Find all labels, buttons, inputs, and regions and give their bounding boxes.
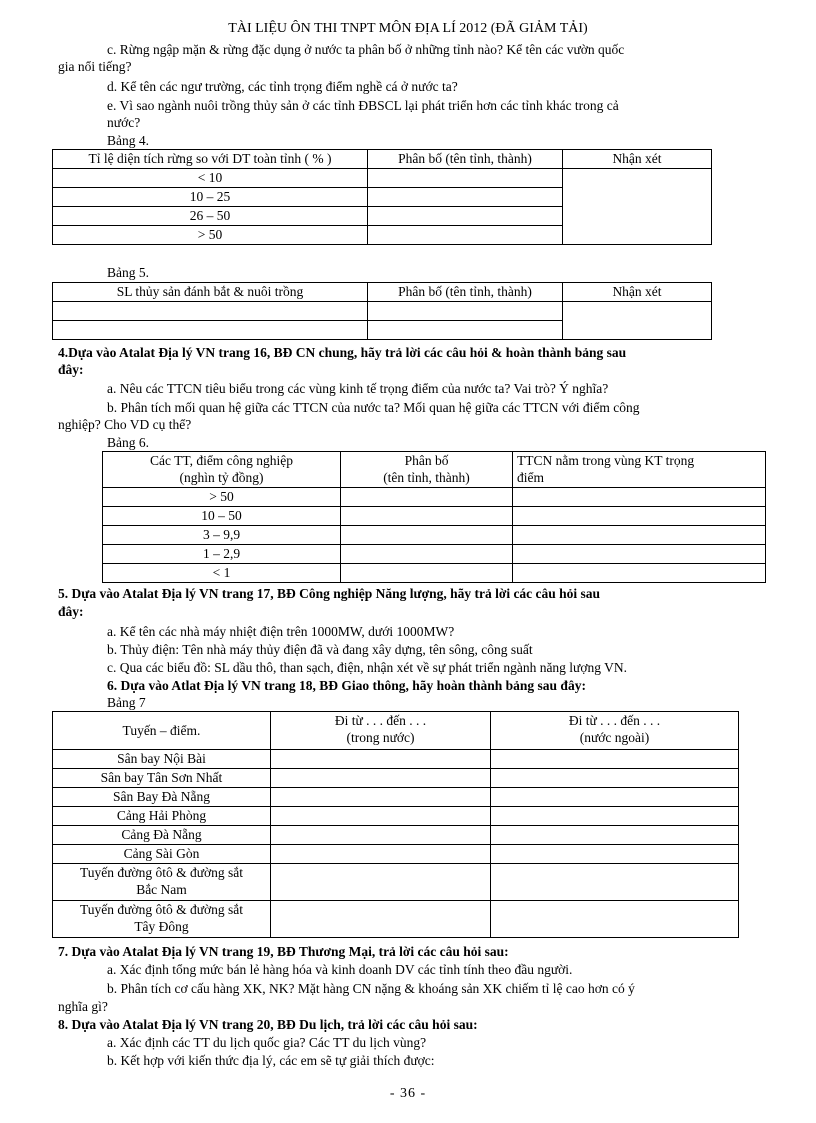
table4-cell <box>368 169 563 188</box>
table6-row-label: < 1 <box>103 564 341 583</box>
table6-row-label: 10 – 50 <box>103 507 341 526</box>
table6-cell <box>341 507 513 526</box>
table6-cell <box>341 526 513 545</box>
table5-comment-cell <box>563 302 712 340</box>
q4-title-line1: 4.Dựa vào Atalat Địa lý VN trang 16, BĐ CN chung, hãy trả lời các câu hỏi & hoàn thành bảng sau <box>58 345 627 360</box>
table7-header-domestic: Đi từ . . . đến . . . (trong nước) <box>271 712 491 750</box>
q3-e-line1: e. Vì sao ngành nuôi trồng thủy sản ở các tỉnh ĐBSCL lại phát triển hơn các tỉnh khác trong cả <box>107 98 619 113</box>
page-number: - 36 - <box>389 1086 427 1101</box>
table-6 <box>102 451 766 583</box>
q7-a: a. Xác định tổng mức bán lẻ hàng hóa và kinh doanh DV các tỉnh tính theo đầu người. <box>107 962 573 977</box>
table7-header-route: Tuyến – điểm. <box>53 712 271 750</box>
table-5 <box>52 282 712 340</box>
table6-cell <box>341 488 513 507</box>
table6-cell <box>513 526 766 545</box>
table6-header-distribution: Phân bố (tên tỉnh, thành) <box>341 452 513 488</box>
table5-cell <box>53 321 368 340</box>
table7-header-international: Đi từ . . . đến . . . (nước ngoài) <box>491 712 739 750</box>
table7-row-label: Cảng Sài Gòn <box>53 845 271 864</box>
table-4 <box>52 149 712 245</box>
table4-cell <box>368 207 563 226</box>
page-header: TÀI LIỆU ÔN THI TNPT MÔN ĐỊA LÍ 2012 (ĐÃ GIẢM TẢI) <box>228 21 588 36</box>
table6-cell <box>341 545 513 564</box>
q8-title: 8. Dựa vào Atalat Địa lý VN trang 20, BĐ Du lịch, trả lời các câu hỏi sau: <box>58 1017 478 1032</box>
table6-cell <box>513 507 766 526</box>
table4-row-label: < 10 <box>53 169 368 188</box>
q7-title: 7. Dựa vào Atalat Địa lý VN trang 19, BĐ Thương Mại, trả lời các câu hỏi sau: <box>58 944 509 959</box>
q7-b-line1: b. Phân tích cơ cấu hàng XK, NK? Mặt hàng CN nặng & khoáng sản XK chiếm tỉ lệ cao hơn có ý <box>107 981 635 996</box>
table7-cell <box>271 750 491 769</box>
q3-d: d. Kể tên các ngư trường, các tỉnh trọng điểm nghề cá ở nước ta? <box>107 79 458 94</box>
table5-cell <box>53 302 368 321</box>
table7-cell <box>491 788 739 807</box>
table6-header-key-zone: TTCN nằm trong vùng KT trọng điểm <box>513 452 766 488</box>
table7-cell <box>491 901 739 938</box>
table5-header-comment: Nhận xét <box>563 283 712 302</box>
table7-cell <box>491 807 739 826</box>
table4-caption: Bảng 4. <box>107 133 149 148</box>
q5-b: b. Thủy điện: Tên nhà máy thủy điện đã và đang xây dựng, tên sông, công suất <box>107 642 533 657</box>
table7-row-label: Cảng Hải Phòng <box>53 807 271 826</box>
table5-cell <box>368 302 563 321</box>
table4-row-label: 10 – 25 <box>53 188 368 207</box>
q5-title-line1: 5. Dựa vào Atalat Địa lý VN trang 17, BĐ Công nghiệp Năng lượng, hãy trả lời các câu hỏi sau <box>58 586 601 601</box>
table7-cell <box>491 864 739 901</box>
table7-row-label: Sân bay Nội Bài <box>53 750 271 769</box>
q6-title: 6. Dựa vào Atlat Địa lý VN trang 18, BĐ Giao thông, hãy hoàn thành bảng sau đây: <box>107 678 586 693</box>
table7-cell <box>271 807 491 826</box>
q4-title-line2: đây: <box>58 362 84 377</box>
table5-header-distribution: Phân bố (tên tỉnh, thành) <box>368 283 563 302</box>
table6-row-label: 3 – 9,9 <box>103 526 341 545</box>
table6-caption: Bảng 6. <box>107 435 149 450</box>
table7-cell <box>271 788 491 807</box>
table6-cell <box>513 545 766 564</box>
table6-cell <box>513 488 766 507</box>
q3-c-line1: c. Rừng ngập mặn & rừng đặc dụng ở nước ta phân bố ở những tỉnh nào? Kể tên các vườn quốc <box>107 42 625 57</box>
q5-title-line2: đây: <box>58 604 84 619</box>
q3-e-line2: nước? <box>107 115 141 130</box>
q8-a: a. Xác định các TT du lịch quốc gia? Các TT du lịch vùng? <box>107 1035 427 1050</box>
table4-row-label: > 50 <box>53 226 368 245</box>
table7-cell <box>491 750 739 769</box>
q8-b: b. Kết hợp với kiến thức địa lý, các em sẽ tự giải thích được: <box>107 1053 435 1068</box>
q5-c: c. Qua các biểu đồ: SL dầu thô, than sạch, điện, nhận xét về sự phát triển ngành năng lượng VN. <box>107 660 628 675</box>
q4-b-line2: nghiệp? Cho VD cụ thể? <box>58 417 192 432</box>
table7-cell <box>271 864 491 901</box>
table4-cell <box>368 188 563 207</box>
table7-cell <box>491 826 739 845</box>
table6-header-centers: Các TT, điểm công nghiệp (nghìn tỷ đồng) <box>103 452 341 488</box>
table6-cell <box>513 564 766 583</box>
table5-header-quantity: SL thủy sản đánh bắt & nuôi trồng <box>53 283 368 302</box>
table5-caption: Bảng 5. <box>107 265 149 280</box>
table7-cell <box>271 826 491 845</box>
table4-header-comment: Nhận xét <box>563 150 712 169</box>
table7-caption: Bảng 7 <box>107 695 146 710</box>
table-7 <box>52 711 739 938</box>
table5-cell <box>368 321 563 340</box>
table4-header-ratio: Tỉ lệ diện tích rừng so với DT toàn tỉnh ( % ) <box>53 150 368 169</box>
table4-cell <box>368 226 563 245</box>
table4-row-label: 26 – 50 <box>53 207 368 226</box>
table7-cell <box>491 769 739 788</box>
q3-c-line2: gia nổi tiếng? <box>58 59 132 74</box>
q4-b-line1: b. Phân tích mối quan hệ giữa các TTCN của nước ta? Mối quan hệ giữa các TTCN với điểm công <box>107 400 640 415</box>
q5-a: a. Kể tên các nhà máy nhiệt điện trên 1000MW, dưới 1000MW? <box>107 624 455 639</box>
table7-cell <box>271 901 491 938</box>
table7-cell <box>491 845 739 864</box>
table7-row-label: Tuyến đường ôtô & đường sắt Tây Đông <box>53 901 271 938</box>
table6-row-label: 1 – 2,9 <box>103 545 341 564</box>
table7-row-label: Sân bay Tân Sơn Nhất <box>53 769 271 788</box>
table7-row-label: Cảng Đà Nẵng <box>53 826 271 845</box>
table6-cell <box>341 564 513 583</box>
q7-b-line2: nghĩa gì? <box>58 999 108 1014</box>
table4-comment-cell <box>563 169 712 245</box>
table7-cell <box>271 769 491 788</box>
table7-cell <box>271 845 491 864</box>
q4-a: a. Nêu các TTCN tiêu biểu trong các vùng kinh tế trọng điểm của nước ta? Vai trò? Ý nghĩa? <box>107 381 609 396</box>
table4-header-distribution: Phân bố (tên tỉnh, thành) <box>368 150 563 169</box>
table7-row-label: Sân Bay Đà Nẵng <box>53 788 271 807</box>
table7-row-label: Tuyến đường ôtô & đường sắt Bắc Nam <box>53 864 271 901</box>
table6-row-label: > 50 <box>103 488 341 507</box>
